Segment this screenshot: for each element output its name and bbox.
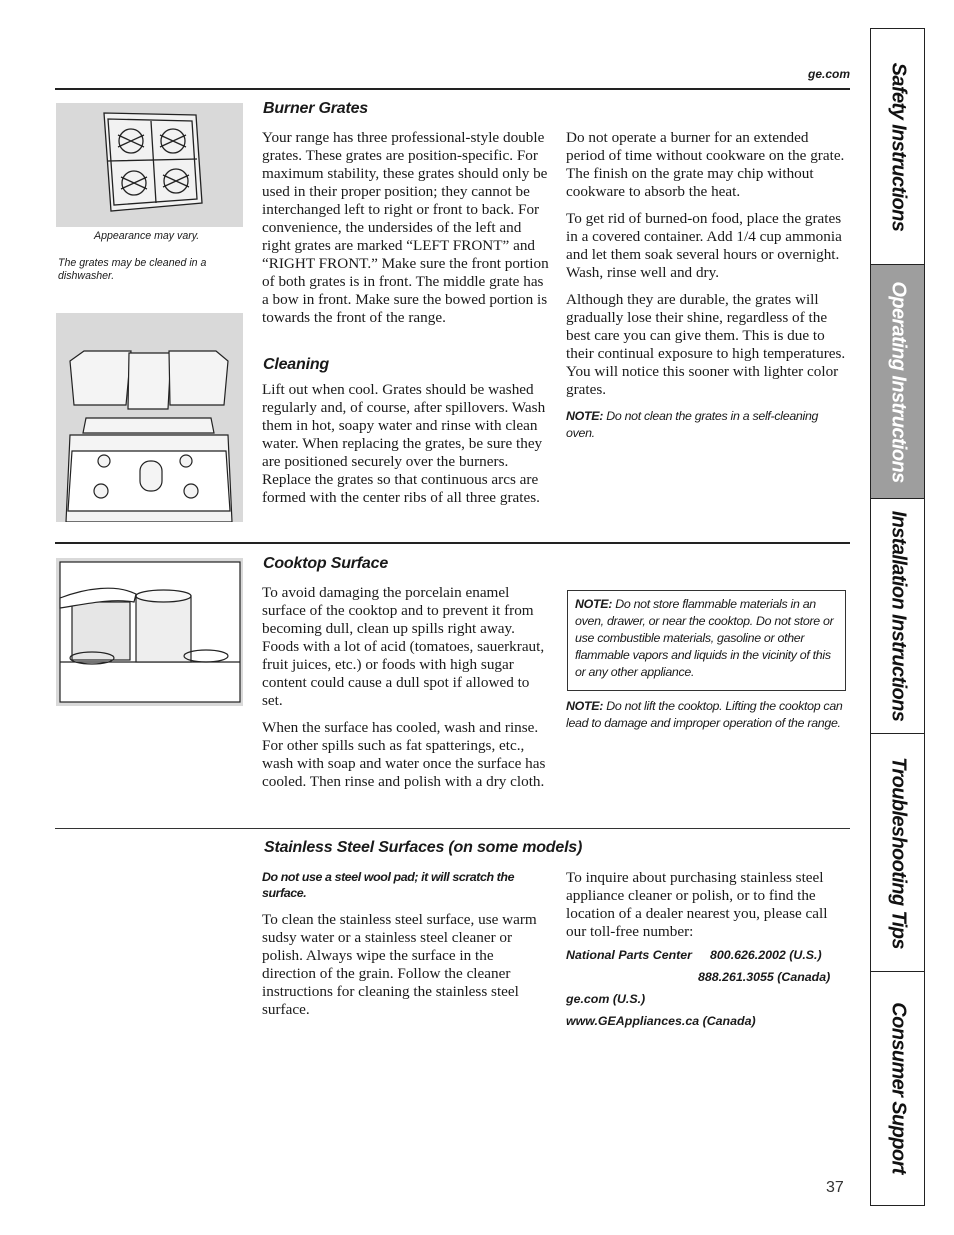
website-canada[interactable]: www.GEAppliances.ca (Canada) <box>566 1014 756 1028</box>
stainless-column-1 <box>262 869 547 1019</box>
note-label: NOTE: <box>566 409 604 423</box>
tab-label: Installation Instructions <box>887 510 909 722</box>
grates-operate-paragraph: Do not operate a burner for an extended period of time without cookware on the grate. The finish on the grate may chip without cookware to absorb the heat. <box>566 129 845 200</box>
section-rule-stainless <box>55 828 850 829</box>
cooktop-paragraph-1: To avoid damaging the porcelain enamel surface of the cooktop and to prevent it from becoming dull, clean up spills right away. Foods with a lot of acid (tomatoes, sauerkraut, fruit juices, etc.) or foods with high sugar content could cause a dull spot if allowed to set. <box>262 584 545 709</box>
stainless-paragraph: To clean the stainless steel surface, use warm sudsy water or a stainless steel cleaner or polish. Always wipe the surface in the direction of the grain. Follow the cleaner instructions for cleaning the stainless steel surface. <box>262 911 537 1018</box>
note-text: Do not clean the grates in a self-cleaning oven. <box>566 409 819 440</box>
steel-wool-warning: Do not use a steel wool pad; it will scratch the surface. <box>262 870 515 900</box>
tab-consumer-support[interactable] <box>871 972 924 1204</box>
stainless-heading: Stainless Steel Surfaces (on some models) <box>264 839 583 856</box>
grates-burned-food-paragraph: To get rid of burned-on food, place the grates in a covered container. Add 1/4 cup ammonia and let them soak several hours or overnight. Wash, rinse well and dry. <box>566 210 842 281</box>
range-with-grates-drawing <box>56 313 243 522</box>
range-grates-illustration <box>56 313 243 522</box>
site-url: ge.com <box>807 67 850 81</box>
grates-note <box>566 408 848 442</box>
burner-grates-column-1 <box>262 129 552 336</box>
note2-text: Do not lift the cooktop. Lifting the cooktop can lead to damage and improper operation of the range. <box>566 699 843 730</box>
parts-center-label: National Parts Center <box>566 948 693 962</box>
tab-label: Consumer Support <box>887 1002 909 1174</box>
tab-operating-instructions[interactable] <box>871 265 924 499</box>
cooktop-paragraph-2: When the surface has cooled, wash and rinse. For other spills such as fat spatterings, etc., wash with soap and water once the surface has cooled. Then rinse and polish with a dry cloth. <box>262 719 546 790</box>
burner-grates-paragraph: Your range has three professional-style double grates. These grates are position-specific. For maximum stability, these grates should only be used in their proper position; they cannot be interchanged left to right or front to back. For convenience, the undersides of the left and right grates are marked “LEFT FRONT” and “RIGHT FRONT.” Make sure the front portion of both grates is in front. The middle grate has a bow in front. Make sure the bowed portion is towards the front of the range. <box>262 129 549 326</box>
cooktop-column-1 <box>262 584 552 800</box>
tab-label: Troubleshooting Tips <box>887 756 909 949</box>
tab-label: Safety Instructions <box>887 62 909 231</box>
note2-label: NOTE: <box>566 699 604 713</box>
website-us[interactable]: ge.com (U.S.) <box>566 992 646 1006</box>
tab-safety-instructions[interactable] <box>871 29 924 265</box>
parts-center-contact <box>566 944 848 1032</box>
burner-grates-heading: Burner Grates <box>263 100 368 117</box>
stainless-column-2 <box>566 869 848 1032</box>
burner-grates-column-2 <box>566 129 848 442</box>
cleaning-paragraph: Lift out when cool. Grates should be washed regularly and, of course, after spillovers. Wash them in hot, soapy water and rinse with clean water. When replacing the grates, be sure they are positioned securely over the burners. Replace the grates so that continuous arcs are formed with the center ribs of all three grates. <box>262 381 546 506</box>
section-tabs <box>870 28 925 1206</box>
top-rule <box>55 88 850 90</box>
grates-durable-paragraph: Although they are durable, the grates will gradually lose their shine, regardless of the best care you can give them. This is due to their continual exposure to high temperatures. You will notice this sooner with lighter color grates. <box>566 291 846 398</box>
lift-cooktop-note <box>566 698 846 732</box>
page-number: 37 <box>826 1179 844 1196</box>
image-caption-appearance: Appearance may vary. <box>94 230 200 242</box>
phone-us[interactable]: 800.626.2002 (U.S.) <box>710 948 822 962</box>
single-grate-drawing <box>56 103 243 227</box>
image-caption-dishwasher: The grates may be cleaned in a dishwasher. <box>58 257 207 282</box>
cleaning-column <box>262 381 552 516</box>
cooktop-heading: Cooktop Surface <box>263 555 389 572</box>
tab-label: Operating Instructions <box>887 280 909 483</box>
pot-on-cooktop-drawing <box>56 558 243 706</box>
tab-troubleshooting-tips[interactable] <box>871 734 924 972</box>
tab-installation-instructions[interactable] <box>871 499 924 734</box>
flammable-warning-box <box>567 590 846 691</box>
box-note-label: NOTE: <box>575 597 613 611</box>
box-note-text: Do not store flammable materials in an oven, drawer, or near the cooktop. Do not store or use combustible materials, gasoline or other flammable vapors and liquids in the vicinity of this or any other appliance. <box>575 597 834 679</box>
section-rule-cooktop <box>55 542 850 544</box>
inquire-paragraph: To inquire about purchasing stainless steel appliance cleaner or polish, or to find the location of a dealer nearest you, please call our toll-free number: <box>566 869 828 940</box>
cleaning-heading: Cleaning <box>263 356 329 373</box>
grate-illustration <box>56 103 243 227</box>
phone-canada[interactable]: 888.261.3055 (Canada) <box>698 970 831 984</box>
cooktop-cleaning-illustration <box>56 558 243 706</box>
